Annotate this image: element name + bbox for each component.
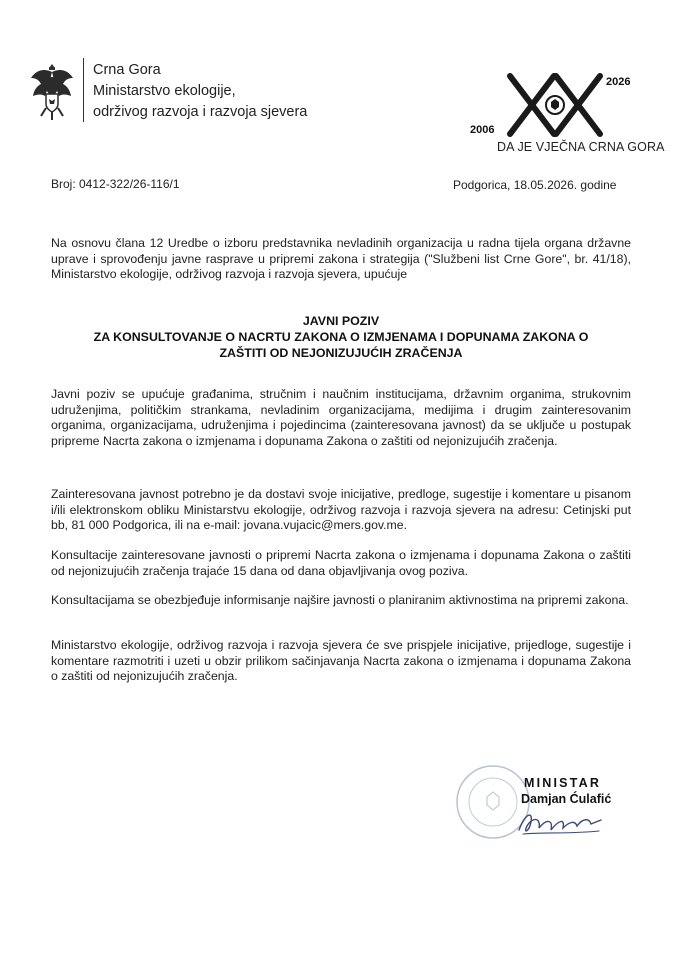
- heading-subtitle-line1: ZA KONSULTOVANJE O NACRTU ZAKONA O IZMJENAMA I DOPUNAMA ZAKONA O: [93, 330, 589, 344]
- document-heading: [51, 313, 631, 361]
- intro-paragraph: Na osnovu člana 12 Uredbe o izboru predstavnika nevladinih organizacija u radna tijela organa državne uprave i sprovođenju javne rasprave u pripremi zakona i strategija ("Službeni list Crne Gore", br. 41/18), Ministarstvo ekologije, održivog razvoja i razvoja sjevera, upućuje: [51, 236, 631, 281]
- document-date: Podgorica, 18.05.2026. godine: [453, 178, 617, 192]
- ministry-line-name-cont: održivog razvoja i razvoja sjevera: [93, 104, 308, 120]
- signatory-title: MINISTAR: [524, 776, 602, 790]
- ministry-name: [93, 60, 307, 123]
- reference-number: Broj: 0412-322/26-116/1: [51, 177, 180, 191]
- header-divider: [83, 58, 84, 122]
- jubilee-motto: DA JE VJEČNA CRNA GORA: [497, 140, 665, 154]
- signatory-name: Damjan Ćulafić: [521, 792, 612, 806]
- heading-title: JAVNI POZIV: [302, 314, 380, 328]
- jubilee-year-start: 2006: [470, 124, 495, 136]
- body-paragraph-duration: Konsultacije zainteresovane javnosti o pripremi Nacrta zakona o izmjenama i dopunama Zakona o zaštiti od nejonizujućih zračenja trajaće 15 dana od dana objavljivanja ovog poziva.: [51, 548, 631, 578]
- body-paragraph-information: Konsultacijama se obezbjeđuje informisanje najšire javnosti o planiranim aktivnostima na pripremi zakona.: [51, 593, 629, 607]
- jubilee-year-end: 2026: [606, 76, 631, 88]
- ministry-line-country: Crna Gora: [93, 62, 161, 78]
- body-paragraph-closing: Ministarstvo ekologije, održivog razvoja i razvoja sjevera će sve prispjele inicijative, prijedloge, sugestije i komentare razmotriti i uzeti u obzir prilikom sačinjavanja Nacrta zakona o izmjenama i dopunama Zakona o zaštiti od nejonizujućih zračenja.: [51, 638, 631, 683]
- coat-of-arms-icon: [28, 58, 76, 122]
- body-paragraph: Javni poziv se upućuje građanima, stručnim i naučnim institucijama, državnim organima, strukovnim udruženjima, političkim strankama, nevladinim organizacijama, medijima i drugim zainteresovanim organima, organizacijama, udruženjima i pojedincima (zainteresovana javnost) da se uključe u postupak pripreme Nacrta zakona o izmjenama i dopunama Zakona o zaštiti od nejonizujućih zračenja.: [51, 387, 631, 448]
- ministry-line-name: Ministarstvo ekologije,: [93, 83, 236, 99]
- body-paragraph-contact: Zainteresovana javnost potrebno je da dostavi svoje inicijative, predloge, sugestije i komentare u pisanom i/ili elektronskom obliku Ministarstvu ekologije, održivog razvoja i razvoja sjevera na adresu: Cetinjski put bb, 81 000 Podgorica, ili na e-mail: jovana.vujacic@mers.gov.me.: [51, 487, 631, 532]
- handwritten-signature-icon: [513, 804, 608, 842]
- heading-subtitle-line2: ZAŠTITI OD NEJONIZUJUĆIH ZRAČENJA: [219, 346, 463, 360]
